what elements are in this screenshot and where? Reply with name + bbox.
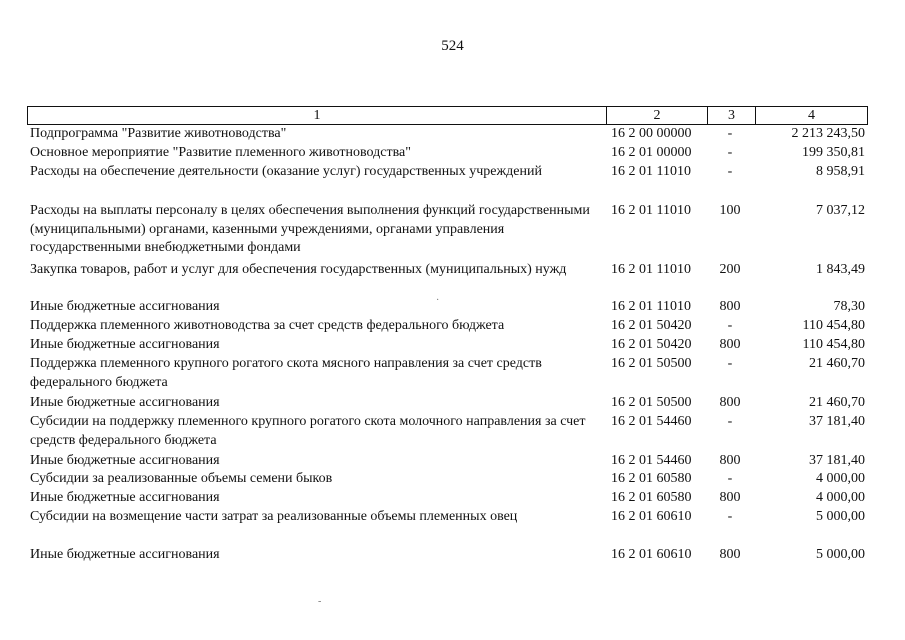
header-col-3: 3	[707, 107, 755, 124]
row-code: 16 2 01 54460	[611, 453, 692, 468]
row-name: Субсидии на возмещение части затрат за реализованные объемы племенных овец	[30, 509, 518, 524]
row-type: -	[727, 471, 733, 486]
row-type: -	[727, 164, 733, 179]
row-sum: 37 181,40	[809, 453, 865, 468]
row-sum: 4 000,00	[816, 490, 865, 505]
row-code: 16 2 01 50420	[611, 318, 692, 333]
row-code: 16 2 01 11010	[611, 164, 691, 179]
row-name: Поддержка племенного крупного рогатого скота мясного направления за счет средств федерального бюджета	[30, 356, 542, 390]
row-code: 16 2 01 54460	[611, 414, 692, 429]
row-type: 800	[719, 395, 741, 410]
row-name: Закупка товаров, работ и услуг для обеспечения государственных (муниципальных) нужд	[30, 262, 567, 277]
row-code: 16 2 01 60610	[611, 547, 692, 562]
row-sum: 5 000,00	[816, 547, 865, 562]
row-code: 16 2 01 50500	[611, 356, 692, 371]
row-sum: 110 454,80	[802, 337, 865, 352]
row-name: Иные бюджетные ассигнования	[30, 453, 220, 468]
header-col-2: 2	[606, 107, 707, 124]
row-type: -	[727, 509, 733, 524]
row-type: 100	[719, 203, 741, 218]
row-sum: 110 454,80	[802, 318, 865, 333]
row-name: Подпрограмма "Развитие животноводства"	[30, 126, 287, 141]
row-sum: 37 181,40	[809, 414, 865, 429]
row-name: Субсидии на поддержку племенного крупного рогатого скота молочного направления за счет средств федерального бюджета	[30, 414, 586, 448]
row-sum: 78,30	[833, 299, 865, 314]
row-sum: 4 000,00	[816, 471, 865, 486]
row-name: Поддержка племенного животноводства за счет средств федерального бюджета	[30, 318, 505, 333]
row-code: 16 2 01 50500	[611, 395, 692, 410]
scan-speck: -	[318, 596, 322, 607]
row-type: -	[727, 145, 733, 160]
row-type: -	[727, 126, 733, 141]
row-name: Иные бюджетные ассигнования	[30, 490, 220, 505]
row-sum: 5 000,00	[816, 509, 865, 524]
row-type: 800	[719, 453, 741, 468]
row-type: -	[727, 356, 733, 371]
row-sum: 21 460,70	[809, 395, 865, 410]
scan-speck: ·	[436, 295, 440, 306]
row-name: Субсидии за реализованные объемы семени быков	[30, 471, 333, 486]
row-sum: 1 843,49	[816, 262, 865, 277]
row-name: Иные бюджетные ассигнования	[30, 547, 220, 562]
row-name: Иные бюджетные ассигнования	[30, 299, 220, 314]
row-name: Основное мероприятие "Развитие племенного животноводства"	[30, 145, 411, 160]
row-code: 16 2 01 60580	[611, 471, 692, 486]
row-sum: 8 958,91	[816, 164, 865, 179]
row-type: -	[727, 318, 733, 333]
row-code: 16 2 01 11010	[611, 203, 691, 218]
row-type: 800	[719, 299, 741, 314]
row-name: Расходы на выплаты персоналу в целях обеспечения выполнения функций государственными (муниципальными) органами, казенными учреждениями, органами управления государственными внебюджетными фондами	[30, 203, 590, 255]
row-code: 16 2 00 00000	[611, 126, 692, 141]
row-name: Иные бюджетные ассигнования	[30, 337, 220, 352]
row-type: -	[727, 414, 733, 429]
row-code: 16 2 01 11010	[611, 262, 691, 277]
row-type: 200	[719, 262, 741, 277]
row-code: 16 2 01 00000	[611, 145, 692, 160]
row-code: 16 2 01 60580	[611, 490, 692, 505]
row-sum: 2 213 243,50	[791, 126, 865, 141]
row-code: 16 2 01 50420	[611, 337, 692, 352]
row-name: Иные бюджетные ассигнования	[30, 395, 220, 410]
row-sum: 7 037,12	[816, 203, 865, 218]
row-type: 800	[719, 490, 741, 505]
row-code: 16 2 01 60610	[611, 509, 692, 524]
header-col-4: 4	[755, 107, 867, 124]
row-sum: 199 350,81	[802, 145, 865, 160]
row-code: 16 2 01 11010	[611, 299, 691, 314]
row-type: 800	[719, 547, 741, 562]
row-type: 800	[719, 337, 741, 352]
page-number: 524	[441, 38, 464, 54]
header-col-1: 1	[313, 108, 321, 123]
row-name: Расходы на обеспечение деятельности (оказание услуг) государственных учреждений	[30, 164, 542, 179]
row-sum: 21 460,70	[809, 356, 865, 371]
